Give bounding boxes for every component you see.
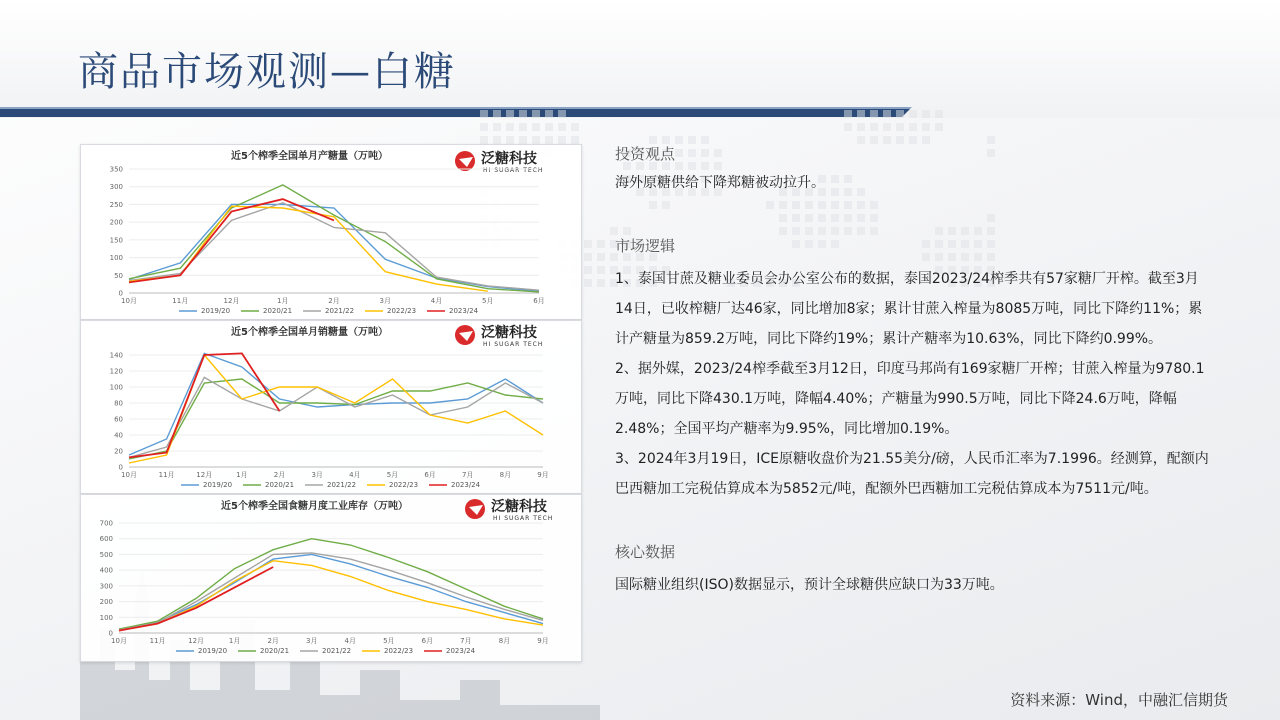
y-tick-label: 0 <box>118 289 123 298</box>
x-tick-label: 5月 <box>383 637 395 645</box>
text-column <box>615 140 1215 600</box>
x-tick-label: 10月 <box>121 471 137 479</box>
x-tick-label: 1月 <box>228 637 241 645</box>
y-tick-label: 80 <box>114 399 123 408</box>
x-tick-label: 10月 <box>111 637 127 645</box>
y-tick-label: 60 <box>114 415 123 424</box>
legend-label: 2021/22 <box>327 481 357 489</box>
y-tick-label: 500 <box>99 550 113 559</box>
y-tick-label: 700 <box>99 519 113 528</box>
x-tick-label: 12月 <box>196 471 213 479</box>
y-tick-label: 600 <box>99 535 113 544</box>
x-tick-label: 8月 <box>498 637 511 645</box>
chart-sales <box>81 321 581 493</box>
legend-label: 2022/23 <box>387 307 417 315</box>
x-tick-label: 12月 <box>223 297 240 305</box>
logo-text-en: HI SUGAR TECH <box>483 167 544 174</box>
x-tick-label: 6月 <box>424 471 436 479</box>
x-tick-label: 7月 <box>460 637 472 645</box>
legend-label: 2020/21 <box>263 307 293 315</box>
logic-paragraph-3: 3、2024年3月19日，ICE原糖收盘价为21.55美分/磅，人民币汇率为7.1996。经测算，配额内巴西糖加工完税估算成本为5852元/吨，配额外巴西糖加工完税估算成本为7511元/吨。 <box>615 451 1209 497</box>
logic-paragraph-2: 2、据外媒，2023/24榨季截至3月12日，印度马邦尚有169家糖厂开榨；甘蔗入榨量为9780.1万吨，同比下降430.1万吨，降幅4.40%；产糖量为990.5万吨，同比下降24.6万吨，降幅2.48%；全国平均产糖率为9.95%，同比增加0.19%。 <box>615 361 1205 437</box>
x-tick-label: 9月 <box>537 471 549 479</box>
chart-title: 近5个榨季全国单月销糖量（万吨） <box>231 327 388 338</box>
y-tick-label: 200 <box>99 598 113 607</box>
legend-label: 2022/23 <box>389 481 419 489</box>
x-tick-label: 11月 <box>172 297 189 305</box>
logo-text-cn: 泛糖科技 <box>481 325 537 341</box>
x-tick-label: 12月 <box>188 637 205 645</box>
legend-label: 2023/24 <box>446 647 476 655</box>
y-tick-label: 250 <box>109 200 123 209</box>
legend-label: 2021/22 <box>322 647 352 655</box>
chart-production <box>81 145 581 319</box>
x-tick-label: 5月 <box>386 471 399 479</box>
y-tick-label: 150 <box>109 236 123 245</box>
chart-card-inventory <box>80 494 582 662</box>
logic-paragraph-1: 1、泰国甘蔗及糖业委员会办公室公布的数据，泰国2023/24榨季共有57家糖厂开榨。截至3月14日，已收榨糖厂达46家，同比增加8家；累计甘蔗入榨量为8085万吨，同比下降约11%；累计产糖量为859.2万吨，同比下降约19%；累计产糖率为10.63%，同比下降约0.99%。 <box>615 271 1203 347</box>
section-heading-logic: 市场逻辑 <box>615 237 676 255</box>
x-tick-label: 3月 <box>311 471 323 479</box>
x-tick-label: 9月 <box>537 637 549 645</box>
legend-label: 2020/21 <box>265 481 295 489</box>
section-heading-view: 投资观点 <box>615 145 676 163</box>
logo-text-cn: 泛糖科技 <box>491 499 547 515</box>
series-line-2019-20 <box>119 554 543 630</box>
x-tick-label: 2月 <box>273 471 286 479</box>
chart-inventory <box>81 495 581 661</box>
y-tick-label: 200 <box>109 218 123 227</box>
series-line-2021-22 <box>119 553 543 630</box>
legend-label: 2023/24 <box>449 307 479 315</box>
x-tick-label: 1月 <box>236 471 248 479</box>
logo-text-en: HI SUGAR TECH <box>483 341 544 348</box>
chart-card-sales <box>80 320 582 494</box>
chart-card-production <box>80 144 582 320</box>
view-text: 海外原糖供给下降郑糖被动拉升。 <box>615 175 825 191</box>
legend-label: 2020/21 <box>260 647 290 655</box>
y-tick-label: 100 <box>109 383 123 392</box>
series-line-2022-23 <box>129 206 488 291</box>
y-tick-label: 20 <box>114 447 123 456</box>
y-tick-label: 0 <box>118 463 123 472</box>
y-tick-label: 100 <box>109 254 123 263</box>
y-tick-label: 100 <box>99 613 113 622</box>
legend-label: 2021/22 <box>325 307 355 315</box>
series-line-2023-24 <box>129 353 280 457</box>
hi-sugar-logo <box>455 324 543 348</box>
y-tick-label: 300 <box>99 582 113 591</box>
x-tick-label: 10月 <box>121 297 137 305</box>
y-tick-label: 50 <box>114 271 123 280</box>
x-tick-label: 11月 <box>158 471 175 479</box>
chart-title: 近5个榨季全国食糖月度工业库存（万吨） <box>221 501 408 512</box>
x-tick-label: 8月 <box>499 471 512 479</box>
x-tick-label: 3月 <box>379 297 391 305</box>
y-tick-label: 350 <box>109 165 123 174</box>
y-tick-label: 140 <box>109 351 123 360</box>
x-tick-label: 1月 <box>277 297 289 305</box>
series-line-2020-21 <box>129 185 539 292</box>
logo-text-en: HI SUGAR TECH <box>493 515 554 522</box>
series-line-2020-21 <box>119 539 543 629</box>
y-tick-label: 40 <box>114 431 123 440</box>
legend-label: 2023/24 <box>451 481 481 489</box>
x-tick-label: 11月 <box>149 637 166 645</box>
x-tick-label: 4月 <box>349 471 361 479</box>
logo-text-cn: 泛糖科技 <box>481 151 537 167</box>
x-tick-label: 2月 <box>267 637 279 645</box>
x-tick-label: 3月 <box>305 637 318 645</box>
legend-label: 2019/20 <box>201 307 231 315</box>
legend-label: 2019/20 <box>198 647 228 655</box>
section-heading-core: 核心数据 <box>615 543 676 561</box>
page-title: 商品市场观测—白糖 <box>78 49 456 95</box>
core-text: 国际糖业组织(ISO)数据显示，预计全球糖供应缺口为33万吨。 <box>615 577 1004 593</box>
x-tick-label: 2月 <box>328 297 340 305</box>
x-tick-label: 4月 <box>430 297 443 305</box>
legend-label: 2019/20 <box>203 481 233 489</box>
hi-sugar-logo <box>455 150 543 174</box>
hi-sugar-logo <box>465 498 553 522</box>
x-tick-label: 4月 <box>344 637 357 645</box>
legend-label: 2022/23 <box>384 647 414 655</box>
x-tick-label: 5月 <box>482 297 494 305</box>
source-note: 资料来源：Wind，中融汇信期货 <box>1010 691 1228 709</box>
x-tick-label: 6月 <box>421 637 434 645</box>
x-tick-label: 6月 <box>533 297 545 305</box>
y-tick-label: 0 <box>108 629 113 638</box>
y-tick-label: 120 <box>109 367 123 376</box>
y-tick-label: 300 <box>109 183 123 192</box>
x-tick-label: 7月 <box>461 471 474 479</box>
y-tick-label: 400 <box>99 566 113 575</box>
chart-title: 近5个榨季全国单月产糖量（万吨） <box>231 151 388 162</box>
